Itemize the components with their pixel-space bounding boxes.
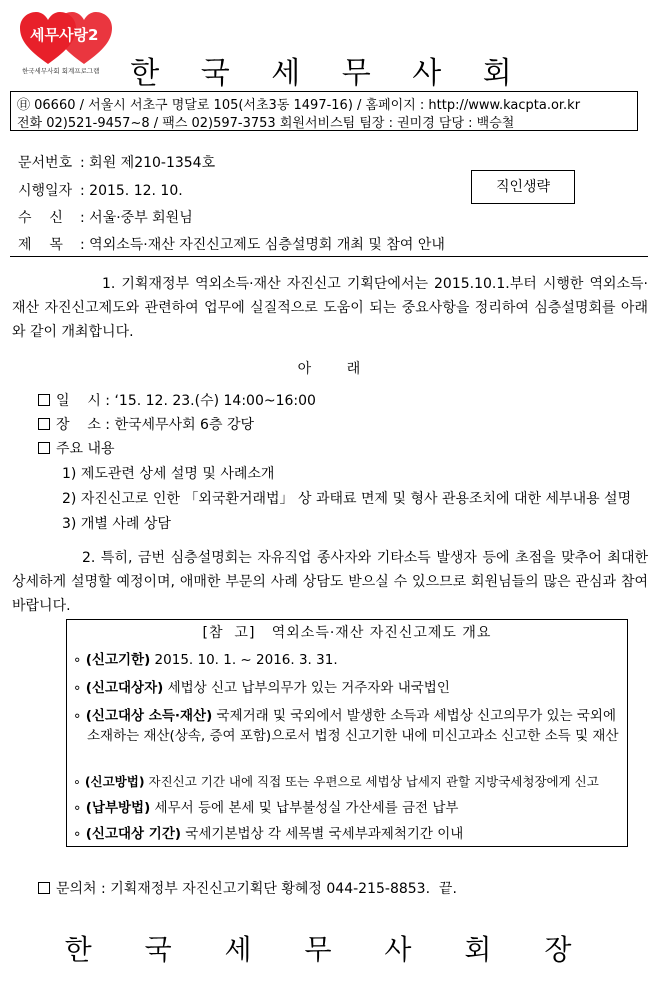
checkbox-icon [38, 394, 50, 406]
reference-item: ∘ (납부방법) 세무서 등에 본세 및 납부불성실 가산세를 금전 납부 [73, 800, 459, 816]
sub-item-3: 3) 개별 사례 상담 [62, 516, 171, 532]
divider [10, 256, 648, 257]
item-content: 주요 내용 [38, 438, 115, 458]
logo-text: 세무사랑2 [30, 26, 99, 44]
stamp-omitted: 직인생략 [471, 170, 575, 204]
reference-title: [참 고] 역외소득·재산 자진신고제도 개요 [202, 625, 492, 641]
reference-box [66, 619, 628, 847]
contact-line: 문의처 : 기획재정부 자진신고기획단 황혜정 044-215-8853. 끝. [38, 878, 457, 898]
paragraph-1: 1. 기획재정부 역외소득·재산 자진신고 기획단에서는 2015.10.1.부터 시행한 역외소득·재산 자진신고제도와 관련하여 업무에 실질적으로 도움이 되는 중요사항을 정리하여 심층설명회를 아래와 같이 개최합니다. [12, 276, 648, 340]
reference-item: ∘ (신고기한) 2015. 10. 1. ~ 2016. 3. 31. [73, 652, 338, 668]
address-line-2: 전화 02)521-9457~8 / 팩스 02)597-3753 회원서비스팀 팀장 : 권미경 담당 : 백승철 [17, 116, 515, 131]
checkbox-icon [38, 418, 50, 430]
item-place: 장 소 : 한국세무사회 6층 강당 [38, 414, 254, 434]
doc-recipient: 수 신 : 서울·중부 회원님 [18, 210, 193, 226]
signature-title: 한 국 세 무 사 회 장 [64, 933, 594, 966]
reference-item: ∘ (신고대상자) 세법상 신고 납부의무가 있는 거주자와 내국법인 [73, 680, 450, 696]
checkbox-icon [38, 882, 50, 894]
doc-number: 문서번호 : 회원 제210-1354호 [18, 155, 216, 171]
reference-item: ∘ (신고방법) 자진신고 기간 내에 직접 또는 우편으로 세법상 납세지 관할 지방국세청장에게 신고 [73, 774, 599, 789]
page-title: 한 국 세 무 사 회 [130, 56, 528, 91]
logo-subtitle: 한국세무사회 회계프로그램 [22, 67, 100, 75]
address-line-1: ㊐ 06660 / 서울시 서초구 명달로 105(서초3동 1497-16) / 홈페이지 : http://www.kacpta.or.kr [17, 98, 581, 113]
doc-date: 시행일자 : 2015. 12. 10. [18, 183, 183, 199]
doc-subject: 제 목 : 역외소득·재산 자진신고제도 심층설명회 개최 및 참여 안내 [18, 237, 445, 253]
address-box [10, 91, 638, 131]
item-date: 일 시 : ‘15. 12. 23.(수) 14:00~16:00 [38, 390, 316, 410]
sub-item-2: 2) 자진신고로 인한 「외국환거래법」 상 과태료 면제 및 형사 관용조치에 대한 세부내용 설명 [62, 491, 632, 507]
checkbox-icon [38, 442, 50, 454]
below-heading: 아 래 [297, 361, 361, 377]
sub-item-1: 1) 제도관련 상세 설명 및 사례소개 [62, 466, 275, 482]
reference-item: ∘ (신고대상 소득·재산) 국제거래 및 국외에서 발생한 소득과 세법상 신고의무가 있는 국외에 소재하는 재산(상속, 증여 포함)으로서 법정 신고기한 내에 미신고과소 신고한 소득 및 재산 [73, 708, 619, 744]
reference-item: ∘ (신고대상 기간) 국세기본법상 각 세목별 국세부과제척기간 이내 [73, 826, 464, 842]
paragraph-2: 2. 특히, 금번 심층설명회는 자유직업 종사자와 기타소득 발생자 등에 초점을 맞추어 최대한 상세하게 설명할 예정이며, 애매한 부문의 사례 상담도 받으실 수 있으므로 회원님들의 많은 관심과 참여 바랍니다. [12, 550, 648, 614]
